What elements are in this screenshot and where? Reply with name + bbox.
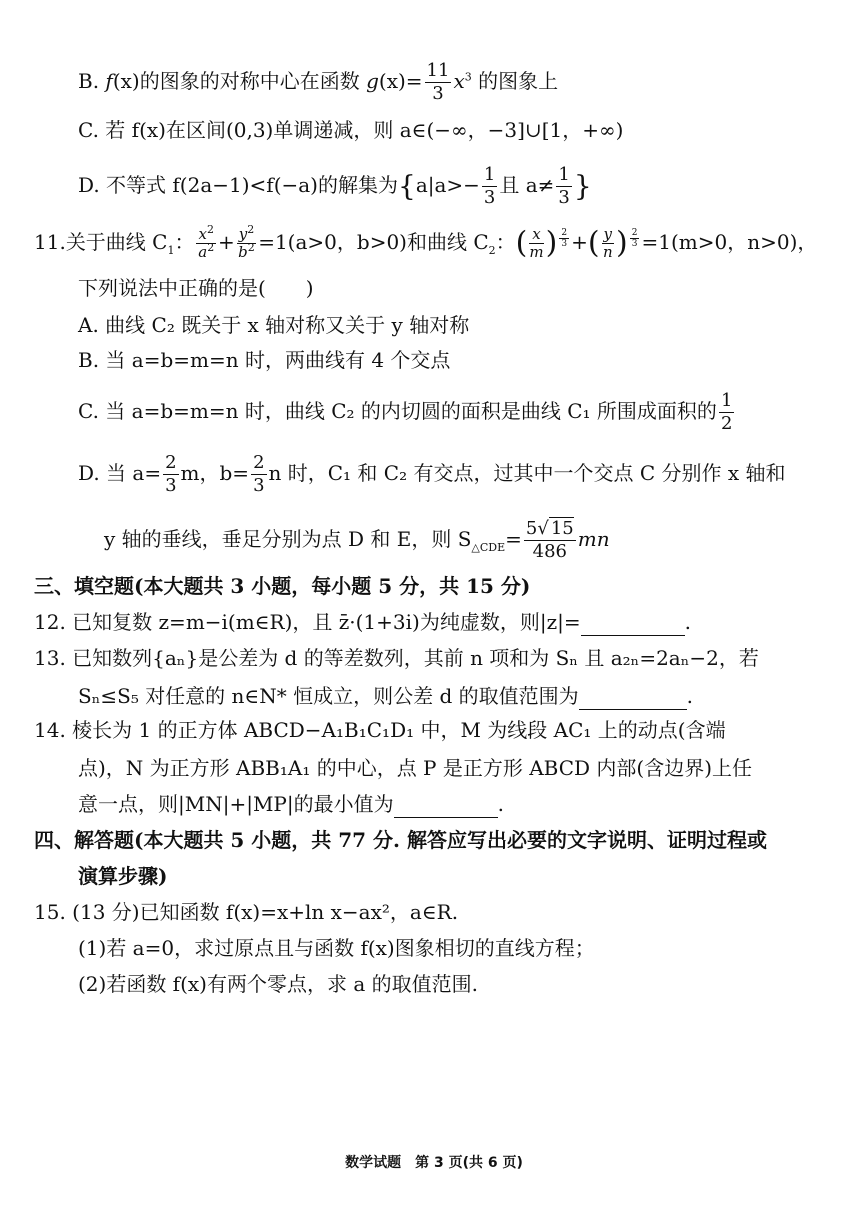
q11-stem-line2: 下列说法中正确的是( ) [78,276,314,300]
q10-option-b: B. f(x)的图象的对称中心在函数 g(x)= $\frac{11}{3}$ $x^3$ 的图象上 [78,60,559,104]
section-4-heading-line2: 演算步骤) [78,864,168,888]
q10-option-d: D. 不等式 f(2a−1)<f(−a)的解集为{a|a>− $\frac{1}{3}$ 且 a≠ $\frac{1}{3}$ } [78,164,592,208]
q12: 12. 已知复数 z=m−i(m∈R)，且 z̄·(1+3i)为纯虚数，则|z|= . [34,610,691,634]
q14-line3: 意一点，则|MN|+|MP|的最小值为 . [78,792,504,816]
q11-option-d-line1: D. 当 a= $\frac{2}{3}$ m，b= $\frac{2}{3}$ n 时，C₁ 和 C₂ 有交点，过其中一个交点 C 分别作 x 轴和 [78,452,786,496]
q11-option-b: B. 当 a=b=m=n 时，两曲线有 4 个交点 [78,348,451,372]
page-footer: 数学试题 第 3 页(共 6 页) [345,1155,523,1171]
section-4-heading-line1: 四、解答题(本大题共 5 小题，共 77 分. 解答应写出必要的文字说明、证明过程或 [34,828,767,852]
q15-part2: (2)若函数 f(x)有两个零点，求 a 的取值范围. [78,972,478,996]
q11-option-a: A. 曲线 C₂ 既关于 x 轴对称又关于 y 轴对称 [78,313,470,337]
q14-line2: 点)，N 为正方形 ABB₁A₁ 的中心，点 P 是正方形 ABCD 内部(含边界)上任 [78,756,753,780]
q15-stem: 15. (13 分)已知函数 f(x)=x+ln x−ax²，a∈R. [34,900,459,924]
q11-stem-line1: 11.关于曲线 $C_1$： $\frac{x^2}{a^2}$ + $\frac{y^2}{b^2}$ =1(a>0，b>0)和曲线 $C_2$：( $\frac{x}{m}$ ) $^{\frac{2}{3}}$ +( $\frac{y}{n}$ ) $^{\frac{2}{3}}$ =1(m>0，n>0)， [34,223,818,261]
q11-option-d-line2: y 轴的垂线，垂足分别为点 D 和 E，则 $S_{\triangle CDE}=$ $\frac{5√ 15}{486}$ mn [104,518,610,562]
q11-option-c: C. 当 a=b=m=n 时，曲线 C₂ 的内切圆的面积是曲线 C₁ 所围成面积的 $\frac{1}{2}$ [78,390,733,434]
q13-line1: 13. 已知数列{aₙ}是公差为 d 的等差数列，其前 n 项和为 Sₙ 且 a₂ₙ=2aₙ−2，若 [34,646,759,670]
q13-line2: Sₙ≤S₅ 对任意的 n∈N* 恒成立，则公差 d 的取值范围为 . [78,684,693,708]
q10-option-c: C. 若 f(x)在区间(0,3)单调递减，则 a∈(−∞，−3]∪[1，+∞) [78,118,624,142]
section-3-heading: 三、填空题(本大题共 3 小题，每小题 5 分，共 15 分) [34,574,531,598]
q14-line1: 14. 棱长为 1 的正方体 ABCD−A₁B₁C₁D₁ 中，M 为线段 AC₁ 上的动点(含端 [34,718,726,742]
q15-part1: (1)若 a=0，求过原点且与函数 f(x)图象相切的直线方程； [78,936,595,960]
